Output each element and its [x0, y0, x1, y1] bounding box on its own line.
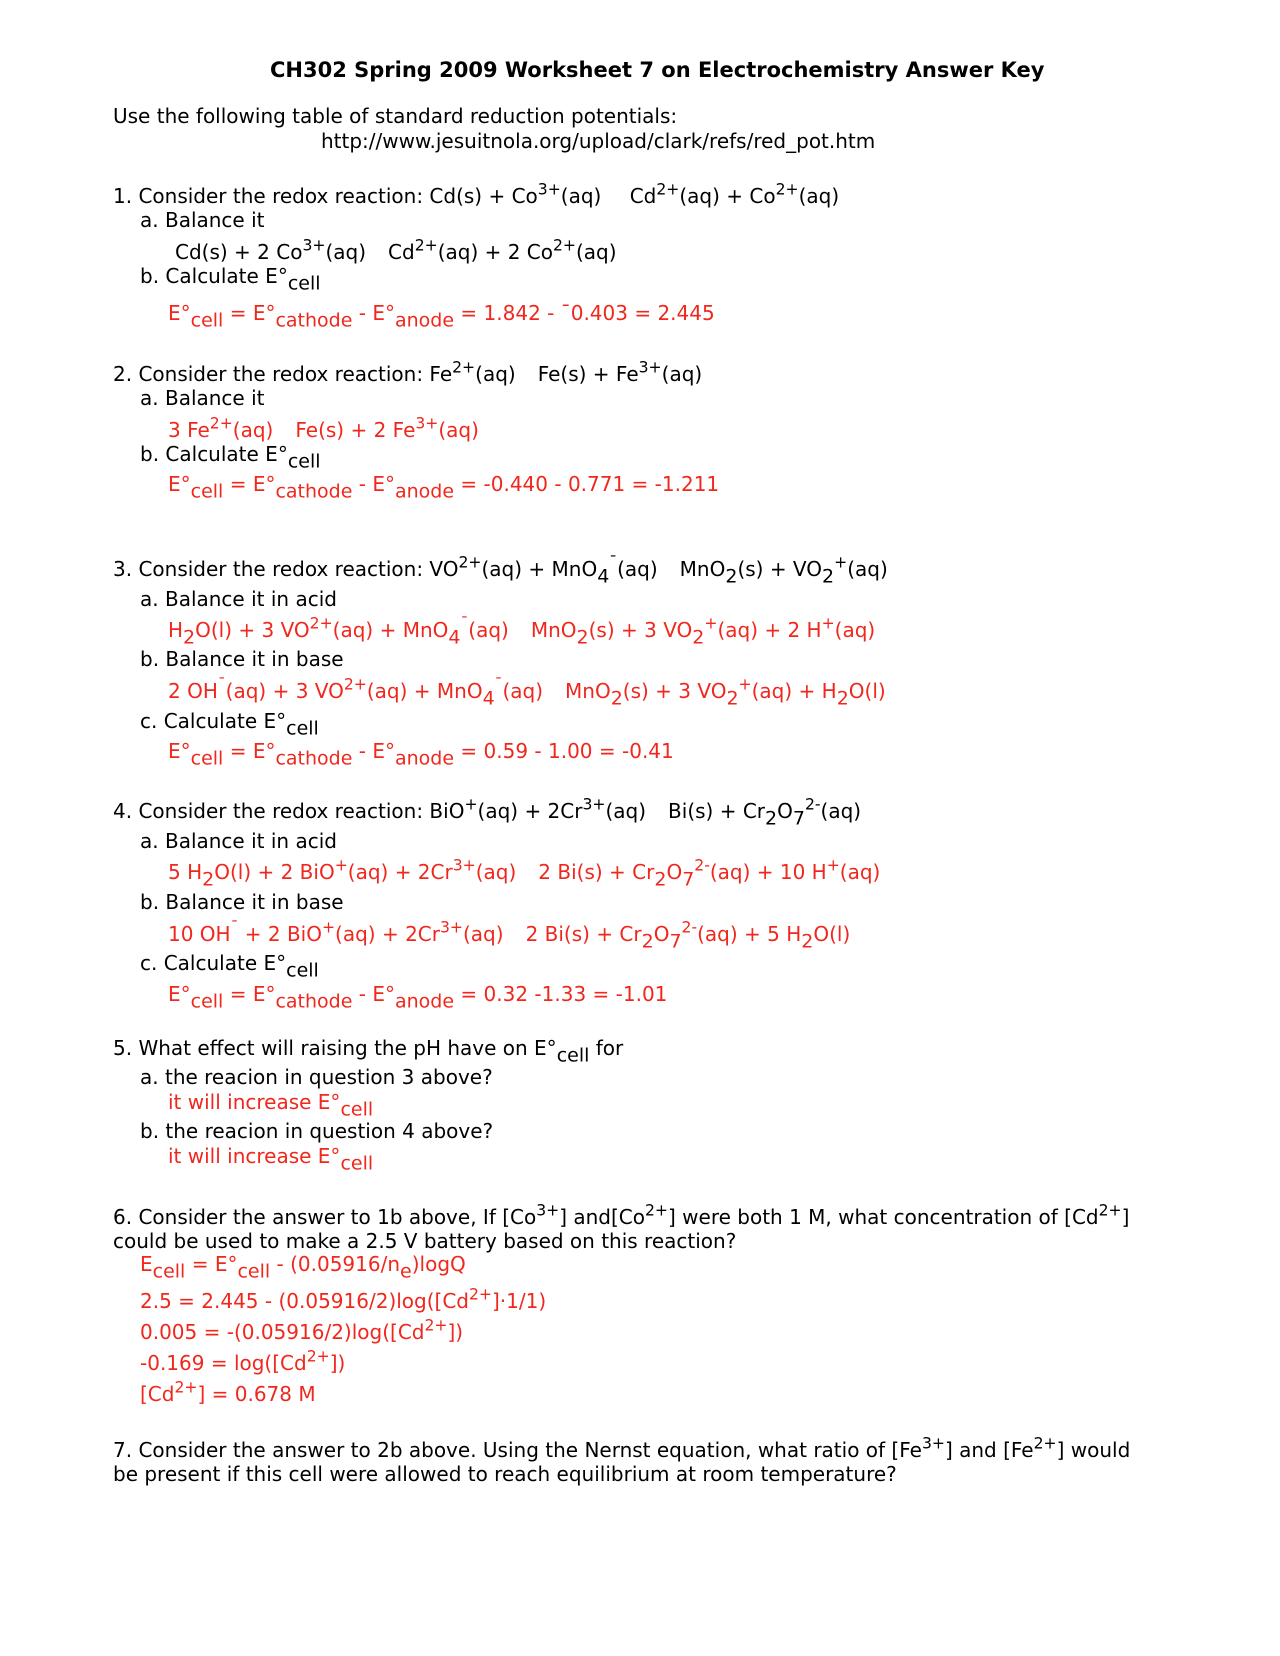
q5-number: 5. [113, 1036, 133, 1060]
intro-text: Use the following table of standard reduction potentials: [113, 104, 678, 128]
q4-prompt: 4. Consider the redox reaction: $BiO^+(aq) + 2Cr^{3+}(aq) Bi(s) + Cr_2O_7^{2-}(aq)$ [113, 795, 862, 830]
q6-step-2: $2.5 = 2.445 - (0.05916/2)\log([Cd^{2+}]\cdot 1/1)$ [140, 1285, 547, 1313]
q4b-label: b. Balance it in base [140, 890, 344, 914]
q2b-answer: $E^\circ_{cell} = E^\circ_{cathode} - E^\circ_{anode} = -0.440 - 0.771 = -1.211$ [168, 472, 720, 503]
q1-prompt-text: Consider the redox reaction: [138, 184, 424, 208]
q7-number: 7. [113, 1438, 133, 1462]
q1a-answer: Cd(s) + 2 $Co^{3+}(aq) Cd^{2+}(aq) + 2$ $Co^{2+}(aq)$ [175, 236, 617, 264]
q2b-label: b. Calculate $E^\circ_{cell}$ [140, 442, 321, 473]
q1b-label: b. Calculate $E^\circ_{cell}$ [140, 264, 321, 295]
q6-number: 6. [113, 1205, 133, 1229]
q5a-answer: it will increase $E^\circ_{cell}$ [168, 1090, 374, 1121]
q7-prompt-line2: be present if this cell were allowed to reach equilibrium at room temperature? [113, 1462, 897, 1486]
q3c-answer: $E^\circ_{cell} = E^\circ_{cathode} - E^\circ_{anode} = 0.59 - 1.00 = -0.41$ [168, 739, 674, 770]
q6-step-4: $-0.169 = \log([Cd^{2+}])$ [140, 1347, 346, 1375]
q1-products: $Cd^{2+}(aq) + Co^{2+}(aq)$ [629, 180, 840, 208]
q3a-label: a. Balance it in acid [140, 587, 337, 611]
q1b-answer: $E^\circ_{cell} = E^\circ_{cathode} - E^\circ_{anode} = 1.842$ - ¯0.403 = 2.445 [168, 301, 715, 332]
q6-prompt-line2: could be used to make a 2.5 V battery based on this reaction? [113, 1229, 737, 1253]
q3c-label: c. Calculate $E^\circ_{cell}$ [140, 709, 319, 740]
q3-number: 3. [113, 557, 133, 581]
q6-prompt-line1: 6. Consider the answer to 1b above, If $[Co^{3+}]$ $and[Co^{2+}]$ were both 1 M, what concentration of $[Cd^{2+}]$ [113, 1201, 1130, 1229]
q2a-label: a. Balance it [140, 386, 265, 410]
q2a-answer: 3 $Fe^{2+}(aq) Fe(s) + 2$ $Fe^{3+}(aq)$ [168, 414, 479, 442]
q5b-answer: it will increase $E^\circ_{cell}$ [168, 1144, 374, 1175]
q1-prompt [113, 180, 840, 208]
q1-reactants: $Cd(s) + Co^{3+}(aq)$ [429, 180, 602, 208]
q4c-answer: $E^\circ_{cell} = E^\circ_{cathode} - E^\circ_{anode} = 0.32$ -1.33 = -1.01 [168, 982, 668, 1013]
page-title: CH302 Spring 2009 Worksheet 7 on Electrochemistry Answer Key [270, 58, 1045, 82]
q2-number: 2. [113, 362, 133, 386]
q3b-label: b. Balance it in base [140, 647, 344, 671]
q6-step-3: $0.005 = -(0.05916/2)\log([Cd^{2+}])$ [140, 1316, 464, 1344]
q2-prompt: 2. Consider the redox reaction: $Fe^{2+}(aq) Fe(s) + Fe^{3+}(aq)$ [113, 358, 703, 386]
q1a-label: a. Balance it [140, 208, 265, 232]
q4a-answer: 5 $H_2O(l) + 2$ $BiO^+(aq) + 2Cr^{3+}(aq)$ 2 $Bi(s) + Cr_2O_7^{2-}(aq) + 10$ H+(aq) [168, 856, 881, 891]
q3a-answer: $H_2O(l) + 3$ $VO^{2+}(aq) + MnO_4^¯(aq) MnO_2(s) + 3$ $VO_2^+(aq) + 2$ H+(aq) [168, 614, 876, 649]
q4b-answer: 10 OH¯ + 2 $BiO^+(aq) + 2Cr^{3+}(aq)$ 2 $Bi(s) + Cr_2O_7^{2-}(aq) + 5$ $H_2O(l)$ [168, 918, 851, 953]
q3b-answer: 2 OH¯(aq) + 3 $VO^{2+}(aq) + MnO_4^¯(aq) MnO_2(s) + 3$ $VO_2^+(aq) + H_2O(l)$ [168, 675, 886, 710]
reference-link[interactable]: http://www.jesuitnola.org/upload/clark/refs/red_pot.htm [321, 129, 876, 153]
q4c-label: c. Calculate $E^\circ_{cell}$ [140, 951, 319, 982]
q5a-label: a. the reacion in question 3 above? [140, 1065, 493, 1089]
q6-step-1: $E_{cell} = E^\circ_{cell} - (0.05916/n_e)\log Q$ [140, 1252, 466, 1283]
q4-number: 4. [113, 799, 133, 823]
q1-number: 1. [113, 184, 133, 208]
q4a-label: a. Balance it in acid [140, 829, 337, 853]
q5-prompt: 5. What effect will raising the pH have on $E^\circ_{cell}$ for [113, 1036, 624, 1067]
q7-prompt-line1: 7. Consider the answer to 2b above. Using the Nernst equation, what ratio of $[Fe^{3+}]$ and $[Fe^{2+}]$ would [113, 1434, 1131, 1462]
q3-prompt: 3. Consider the redox reaction: $VO^{2+}(aq) + MnO_4^¯(aq) MnO_2(s) + VO_2^+(aq)$ [113, 553, 888, 588]
q6-step-5: $[Cd^{2+}] = 0.678$ M [140, 1378, 316, 1406]
q5b-label: b. the reacion in question 4 above? [140, 1119, 494, 1143]
